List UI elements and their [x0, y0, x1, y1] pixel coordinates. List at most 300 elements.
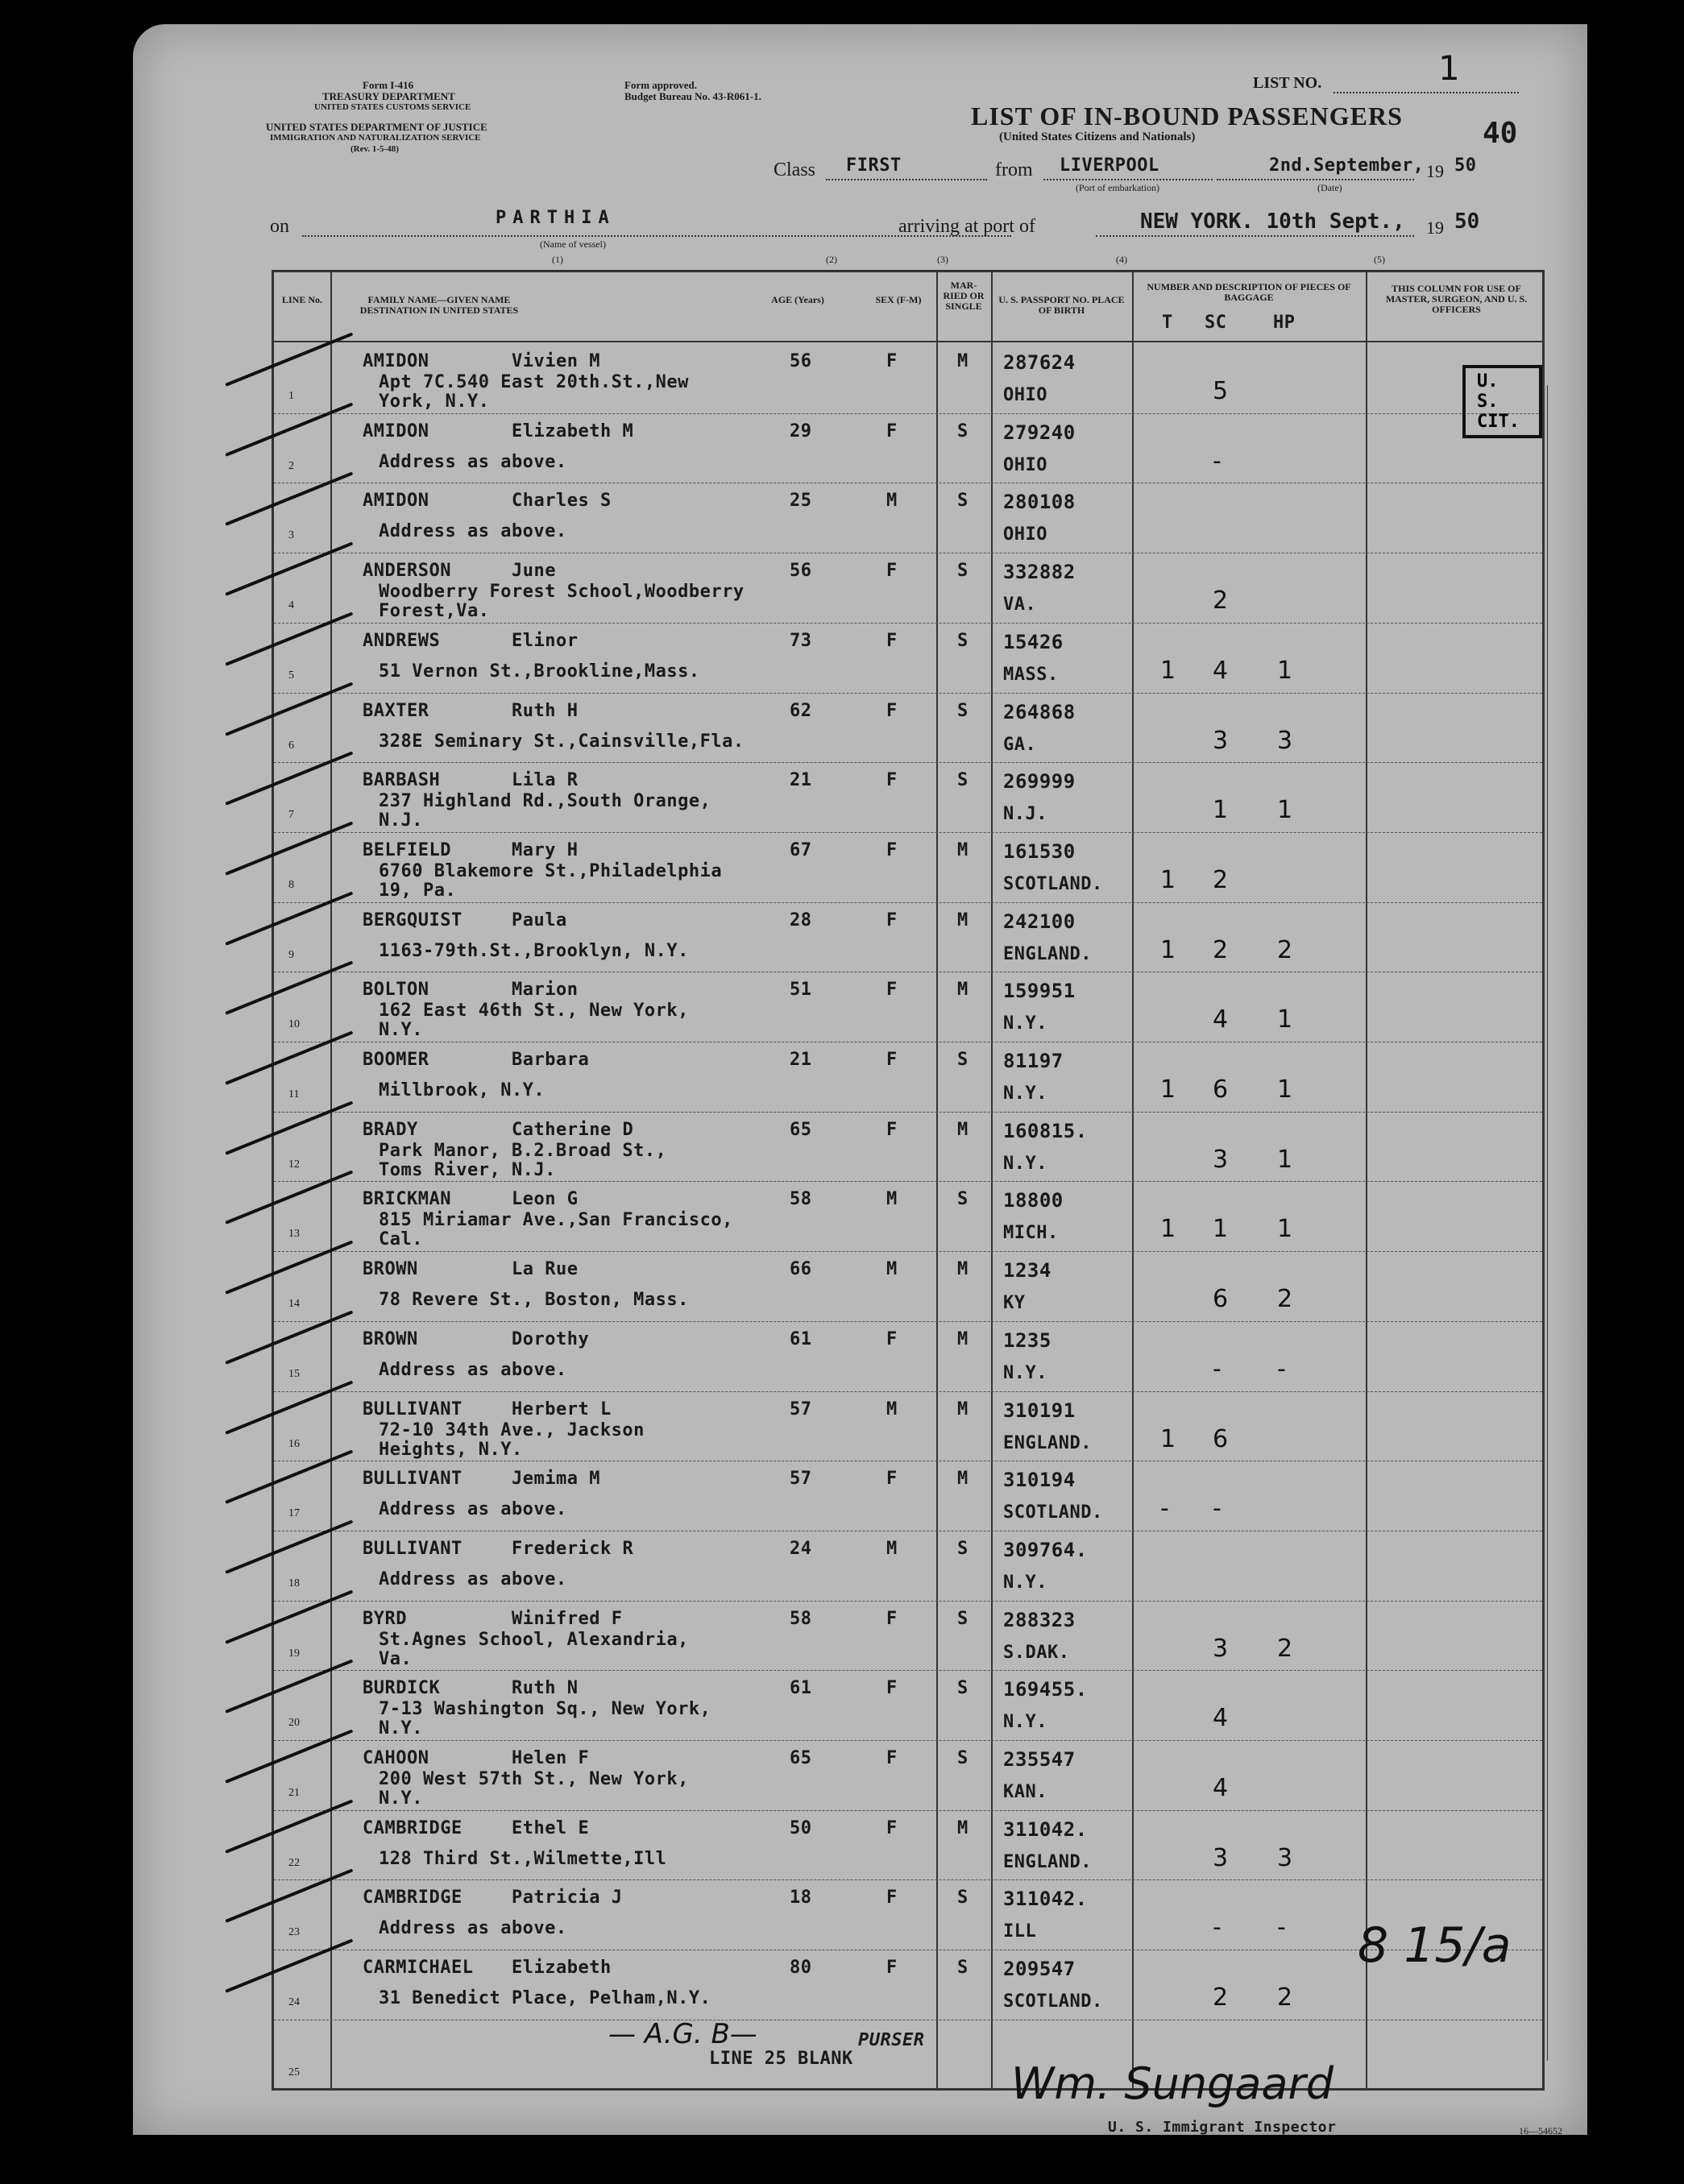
- baggage-suitcases: 1: [1213, 1215, 1229, 1244]
- inspector-label: U. S. Immigrant Inspector: [1108, 2119, 1337, 2136]
- given-name: Leon G: [512, 1189, 579, 1210]
- line-number: 23: [288, 1926, 300, 1939]
- passenger-rows: [274, 343, 1542, 2090]
- sex: F: [886, 1817, 898, 1838]
- baggage-handpieces: -: [1277, 1354, 1286, 1383]
- address-cont: York, N.Y.: [379, 392, 490, 412]
- family-name: BYRD: [363, 1608, 407, 1629]
- given-name: Lila R: [512, 770, 579, 791]
- given-name: Elinor: [512, 630, 579, 651]
- family-name: BRICKMAN: [363, 1189, 451, 1210]
- family-name: AMIDON: [363, 351, 429, 371]
- line-number: 11: [288, 1088, 300, 1100]
- line-number: 19: [288, 1647, 300, 1660]
- marital-status: S: [957, 421, 969, 441]
- address: Address as above.: [379, 451, 567, 472]
- age: 65: [790, 1748, 812, 1768]
- address: 328E Seminary St.,Cainsville,Fla.: [379, 731, 745, 752]
- given-name: Paula: [512, 910, 567, 930]
- sex: F: [886, 1328, 898, 1349]
- purser-label: PURSER: [858, 2030, 925, 2050]
- marital-status: M: [957, 1399, 969, 1419]
- date-note: (Date): [1317, 182, 1342, 193]
- col-num-3: (3): [937, 254, 948, 265]
- baggage-suitcases: 4: [1213, 1704, 1229, 1733]
- row-divider: [274, 1112, 1542, 1113]
- family-name: BELFIELD: [363, 839, 451, 860]
- given-name: Ruth H: [512, 700, 579, 721]
- baggage-trunks: 1: [1160, 865, 1176, 894]
- place-of-birth: SCOTLAND.: [1003, 873, 1103, 894]
- marital-status: M: [957, 980, 969, 1001]
- age: 50: [790, 1817, 812, 1838]
- marital-status: S: [957, 770, 969, 791]
- marital-status: M: [957, 1119, 969, 1140]
- place-of-birth: MASS.: [1003, 664, 1059, 685]
- budget-bureau: Budget Bureau No. 43-R061-1.: [624, 90, 761, 102]
- sex: F: [886, 561, 898, 582]
- col-passport: U. S. PASSPORT NO. PLACE OF BIRTH: [998, 294, 1125, 316]
- given-name: Ethel E: [512, 1817, 590, 1838]
- line-number: 6: [288, 739, 294, 752]
- table-row: [274, 1879, 1542, 1950]
- age: 25: [790, 491, 812, 512]
- marital-status: M: [957, 1259, 969, 1280]
- place-of-birth: ENGLAND.: [1003, 1432, 1092, 1453]
- on-label: on: [270, 216, 289, 237]
- purser-signature: — A.G. B—: [608, 2018, 757, 2050]
- col-num-4: (4): [1116, 254, 1127, 265]
- baggage-trunks: -: [1160, 1494, 1169, 1523]
- age: 21: [790, 1050, 812, 1070]
- col-officers: THIS COLUMN FOR USE OF MASTER, SURGEON, AND U. S. OFFICERS: [1385, 283, 1528, 315]
- given-name: Ruth N: [512, 1678, 579, 1699]
- address: 200 West 57th St., New York,: [379, 1769, 689, 1789]
- address: Address as above.: [379, 1499, 567, 1520]
- sex: F: [886, 700, 898, 721]
- vessel-note: (Name of vessel): [540, 238, 606, 250]
- age: 66: [790, 1259, 812, 1280]
- given-name: June: [512, 561, 556, 582]
- line-number: 9: [288, 948, 294, 961]
- table-row: [274, 1740, 1542, 1810]
- baggage-handpieces: 1: [1277, 1075, 1293, 1104]
- age: 51: [790, 980, 812, 1001]
- sex: F: [886, 1469, 898, 1490]
- line-number: 8: [288, 878, 294, 891]
- marital-status: S: [957, 630, 969, 651]
- officer-column-line: [1547, 385, 1548, 2061]
- table-row: [274, 1531, 1542, 1601]
- place-of-birth: KAN.: [1003, 1782, 1047, 1802]
- table-row: [274, 343, 1542, 413]
- given-name: Jemima M: [512, 1469, 600, 1490]
- passport-no: 310194: [1003, 1469, 1076, 1492]
- from-label: from: [995, 160, 1033, 180]
- marital-status: S: [957, 1050, 969, 1070]
- given-name: Winifred F: [512, 1608, 623, 1629]
- row-divider: [274, 762, 1542, 763]
- arrival-value: NEW YORK. 10th Sept.,: [1140, 209, 1405, 234]
- form-code: 16—54652: [1519, 2125, 1562, 2136]
- marital-status: M: [957, 1328, 969, 1349]
- age: 67: [790, 839, 812, 860]
- line-number: 12: [288, 1158, 300, 1171]
- family-name: ANDREWS: [363, 630, 441, 651]
- address: 72-10 34th Ave., Jackson: [379, 1419, 645, 1440]
- age: 65: [790, 1119, 812, 1140]
- line-number: 7: [288, 809, 294, 822]
- passport-no: 1235: [1003, 1328, 1051, 1352]
- line-number: 24: [288, 1996, 300, 2009]
- line-number: 16: [288, 1437, 300, 1450]
- baggage-handpieces: 1: [1277, 796, 1293, 825]
- family-name: BARBASH: [363, 770, 441, 791]
- passport-no: 159951: [1003, 980, 1076, 1003]
- family-name: BURDICK: [363, 1678, 441, 1699]
- baggage-hp: HP: [1273, 313, 1296, 333]
- col-age: AGE (Years): [771, 294, 824, 305]
- table-row: [274, 1042, 1542, 1112]
- table-row: [274, 1391, 1542, 1461]
- row-divider: [274, 1391, 1542, 1392]
- place-of-birth: OHIO: [1003, 524, 1047, 545]
- us-citizen-stamp: U. S. CIT.: [1462, 365, 1542, 438]
- line-number: 25: [288, 2066, 300, 2078]
- place-of-birth: ILL: [1003, 1921, 1037, 1942]
- baggage-suitcases: 2: [1213, 865, 1229, 894]
- sex: F: [886, 1678, 898, 1699]
- marital-status: S: [957, 1538, 969, 1559]
- sex: F: [886, 351, 898, 371]
- age: 58: [790, 1189, 812, 1210]
- address-cont: Toms River, N.J.: [379, 1159, 556, 1180]
- sex: F: [886, 1888, 898, 1908]
- line-number: 21: [288, 1787, 300, 1799]
- passport-no: 161530: [1003, 839, 1076, 863]
- baggage-suitcases: 4: [1213, 1005, 1229, 1034]
- address: 237 Highland Rd.,South Orange,: [379, 791, 711, 812]
- address-cont: N.Y.: [379, 1788, 423, 1809]
- address-cont: Va.: [379, 1648, 413, 1669]
- baggage-trunks: 1: [1160, 1215, 1176, 1244]
- sex: F: [886, 1608, 898, 1629]
- row-divider: [274, 1601, 1542, 1602]
- place-of-birth: N.Y.: [1003, 1153, 1047, 1174]
- baggage-trunks: 1: [1160, 935, 1176, 964]
- place-of-birth: N.Y.: [1003, 1084, 1047, 1104]
- address: Park Manor, B.2.Broad St.,: [379, 1140, 667, 1161]
- family-name: BRADY: [363, 1119, 418, 1140]
- address-cont: 19, Pa.: [379, 880, 457, 901]
- address: 1163-79th.St.,Brooklyn, N.Y.: [379, 940, 689, 961]
- passport-no: 269999: [1003, 770, 1076, 794]
- marital-status: S: [957, 1748, 969, 1768]
- age: 57: [790, 1469, 812, 1490]
- passport-no: 242100: [1003, 910, 1076, 933]
- place-of-birth: GA.: [1003, 734, 1037, 755]
- marital-status: S: [957, 700, 969, 721]
- baggage-handpieces: 2: [1277, 935, 1293, 964]
- given-name: Catherine D: [512, 1119, 634, 1140]
- table-row: [274, 553, 1542, 623]
- table-row: [274, 832, 1542, 902]
- age: 29: [790, 421, 812, 441]
- address: 6760 Blakemore St.,Philadelphia: [379, 860, 723, 881]
- row-divider: [274, 1321, 1542, 1322]
- marital-status: M: [957, 1817, 969, 1838]
- baggage-suitcases: -: [1213, 1354, 1222, 1383]
- passport-no: 311042.: [1003, 1817, 1088, 1841]
- given-name: Dorothy: [512, 1328, 590, 1349]
- list-no-value: 1: [1438, 48, 1460, 88]
- baggage-suitcases: 6: [1213, 1424, 1229, 1453]
- place-of-birth: ENGLAND.: [1003, 1851, 1092, 1872]
- baggage-suitcases: 3: [1213, 1634, 1229, 1663]
- address: Address as above.: [379, 1569, 567, 1589]
- passport-no: 310191: [1003, 1399, 1076, 1422]
- marital-status: S: [957, 561, 969, 582]
- sex: F: [886, 1958, 898, 1979]
- line-number: 20: [288, 1717, 300, 1730]
- age: 62: [790, 700, 812, 721]
- address-cont: Heights, N.Y.: [379, 1439, 523, 1460]
- date-line: [1217, 179, 1414, 180]
- sex: F: [886, 910, 898, 930]
- row-divider: [274, 1670, 1542, 1671]
- family-name: BULLIVANT: [363, 1469, 462, 1490]
- given-name: Helen F: [512, 1748, 590, 1768]
- marital-status: M: [957, 1469, 969, 1490]
- table-row: [274, 693, 1542, 763]
- table-row: [274, 902, 1542, 972]
- given-name: Barbara: [512, 1050, 590, 1070]
- baggage-trunks: 1: [1160, 1424, 1176, 1453]
- passport-no: 15426: [1003, 630, 1064, 653]
- table-row: [274, 1321, 1542, 1391]
- place-of-birth: ENGLAND.: [1003, 943, 1092, 964]
- age: 18: [790, 1888, 812, 1908]
- passport-no: 279240: [1003, 421, 1076, 444]
- baggage-suitcases: 2: [1213, 1983, 1229, 2012]
- family-name: BOOMER: [363, 1050, 429, 1070]
- marital-status: M: [957, 910, 969, 930]
- age: 80: [790, 1958, 812, 1979]
- age: 61: [790, 1328, 812, 1349]
- margin-note: 8 15/a: [1358, 1917, 1512, 1974]
- family-name: BERGQUIST: [363, 910, 462, 930]
- baggage-trunks: 1: [1160, 1075, 1176, 1104]
- dept-customs: UNITED STATES CUSTOMS SERVICE: [314, 102, 471, 112]
- manifest-page: [133, 24, 1587, 2135]
- line-number: 4: [288, 599, 294, 612]
- place-of-birth: KY: [1003, 1293, 1026, 1314]
- age: 56: [790, 351, 812, 371]
- row-divider: [274, 1181, 1542, 1182]
- col-married: MAR-RIED OR SINGLE: [943, 280, 985, 312]
- page-number: 40: [1483, 117, 1518, 150]
- given-name: Mary H: [512, 839, 579, 860]
- col-line-no: LINE No.: [281, 294, 322, 305]
- port-embark-note: (Port of embarkation): [1076, 182, 1159, 193]
- address-cont: Cal.: [379, 1229, 423, 1250]
- address: 78 Revere St., Boston, Mass.: [379, 1290, 689, 1311]
- sex: M: [886, 1538, 898, 1559]
- passport-no: 288323: [1003, 1608, 1076, 1631]
- family-name: BAXTER: [363, 700, 429, 721]
- baggage-suitcases: 2: [1213, 935, 1229, 964]
- sex: F: [886, 421, 898, 441]
- baggage-handpieces: -: [1277, 1913, 1286, 1942]
- baggage-handpieces: 1: [1277, 1215, 1293, 1244]
- baggage-suitcases: 6: [1213, 1075, 1229, 1104]
- row-divider: [274, 1251, 1542, 1252]
- address: St.Agnes School, Alexandria,: [379, 1629, 689, 1650]
- passport-no: 209547: [1003, 1958, 1076, 1981]
- baggage-suitcases: 3: [1213, 1843, 1229, 1872]
- address: Woodberry Forest School,Woodberry: [379, 582, 745, 603]
- baggage-suitcases: 4: [1213, 1774, 1229, 1802]
- family-name: AMIDON: [363, 491, 429, 512]
- address: Address as above.: [379, 521, 567, 542]
- list-subtitle: (United States Citizens and Nationals): [999, 131, 1196, 143]
- baggage-suitcases: 3: [1213, 726, 1229, 755]
- age: 28: [790, 910, 812, 930]
- place-of-birth: SCOTLAND.: [1003, 1991, 1103, 2012]
- address: Address as above.: [379, 1359, 567, 1380]
- passport-no: 18800: [1003, 1189, 1064, 1212]
- table-row: [274, 483, 1542, 553]
- baggage-handpieces: 1: [1277, 1005, 1293, 1034]
- age: 58: [790, 1608, 812, 1629]
- line-number: 22: [288, 1856, 300, 1869]
- arrival-year-suffix: 50: [1454, 209, 1480, 234]
- table-row: [274, 1251, 1542, 1321]
- given-name: Marion: [512, 980, 579, 1001]
- table-row: [274, 1670, 1542, 1740]
- marital-status: S: [957, 1608, 969, 1629]
- family-name: BULLIVANT: [363, 1399, 462, 1419]
- place-of-birth: N.Y.: [1003, 1362, 1047, 1383]
- age: 24: [790, 1538, 812, 1559]
- marital-status: M: [957, 351, 969, 371]
- class-line: [826, 179, 987, 180]
- sex: M: [886, 1189, 898, 1210]
- sex: F: [886, 630, 898, 651]
- family-name: CAHOON: [363, 1748, 429, 1768]
- col-baggage: NUMBER AND DESCRIPTION OF PIECES OF BAGGAGE: [1147, 281, 1351, 303]
- line-number: 13: [288, 1228, 300, 1241]
- form-approved: Form approved.: [624, 79, 698, 91]
- marital-status: S: [957, 1958, 969, 1979]
- passport-no: 311042.: [1003, 1888, 1088, 1911]
- line-number: 3: [288, 529, 294, 542]
- passport-no: 309764.: [1003, 1538, 1088, 1561]
- given-name: Elizabeth: [512, 1958, 612, 1979]
- baggage-suitcases: 5: [1213, 377, 1229, 405]
- list-no-label: LIST NO.: [1253, 74, 1322, 92]
- marital-status: S: [957, 1678, 969, 1699]
- table-row: [274, 1461, 1542, 1531]
- baggage-sc: SC: [1205, 313, 1227, 333]
- baggage-trunks: 1: [1160, 656, 1176, 685]
- baggage-suitcases: 4: [1213, 656, 1229, 685]
- table-row: [274, 413, 1542, 483]
- age: 57: [790, 1399, 812, 1419]
- sex: M: [886, 1259, 898, 1280]
- row-divider: [274, 1879, 1542, 1880]
- address: 31 Benedict Place, Pelham,N.Y.: [379, 1988, 711, 2009]
- marital-status: M: [957, 839, 969, 860]
- dept-ins: IMMIGRATION AND NATURALIZATION SERVICE: [270, 133, 481, 143]
- baggage-handpieces: 1: [1277, 656, 1293, 685]
- row-divider: [274, 1740, 1542, 1741]
- marital-status: S: [957, 1189, 969, 1210]
- family-name: BROWN: [363, 1328, 418, 1349]
- baggage-suitcases: 3: [1213, 1145, 1229, 1174]
- place-of-birth: S.DAK.: [1003, 1642, 1070, 1663]
- address-cont: Forest,Va.: [379, 601, 490, 622]
- address: 7-13 Washington Sq., New York,: [379, 1699, 711, 1720]
- table-row: [274, 1601, 1542, 1671]
- row-divider: [274, 1810, 1542, 1811]
- given-name: La Rue: [512, 1259, 579, 1280]
- address: 162 East 46th St., New York,: [379, 1001, 689, 1022]
- address-cont: N.Y.: [379, 1718, 423, 1739]
- passport-no: 1234: [1003, 1259, 1051, 1283]
- family-name: BROWN: [363, 1259, 418, 1280]
- class-value: FIRST: [846, 155, 902, 176]
- line-number: 2: [288, 459, 294, 472]
- age: 73: [790, 630, 812, 651]
- given-name: Frederick R: [512, 1538, 634, 1559]
- baggage-suitcases: -: [1213, 1913, 1222, 1942]
- list-no-line: [1334, 92, 1519, 93]
- family-name: CARMICHAEL: [363, 1958, 474, 1979]
- vessel-value: PARTHIA: [496, 208, 616, 228]
- table-row: [274, 1112, 1542, 1182]
- given-name: Elizabeth M: [512, 421, 634, 441]
- line-number: 14: [288, 1298, 300, 1311]
- line-number: 5: [288, 669, 294, 682]
- row-divider: [274, 623, 1542, 624]
- passport-no: 287624: [1003, 351, 1076, 374]
- row-divider: [274, 832, 1542, 833]
- place-of-birth: MICH.: [1003, 1223, 1059, 1244]
- arrival-line: [1096, 235, 1414, 237]
- address: Apt 7C.540 East 20th.St.,New: [379, 372, 689, 392]
- given-name: Vivien M: [512, 351, 600, 371]
- given-name: Patricia J: [512, 1888, 623, 1908]
- passport-no: 235547: [1003, 1748, 1076, 1771]
- form-number: Form I-416: [363, 79, 414, 91]
- address-cont: N.Y.: [379, 1020, 423, 1041]
- baggage-suitcases: 1: [1213, 796, 1229, 825]
- col-num-5: (5): [1374, 254, 1385, 265]
- list-title: LIST OF IN-BOUND PASSENGERS: [971, 102, 1403, 131]
- date-year-prefix: 19: [1426, 161, 1444, 181]
- sex: F: [886, 1050, 898, 1070]
- from-value: LIVERPOOL: [1060, 155, 1159, 176]
- table-row: [274, 1181, 1542, 1251]
- age: 56: [790, 561, 812, 582]
- baggage-handpieces: 1: [1277, 1145, 1293, 1174]
- revision: (Rev. 1-5-48): [350, 144, 399, 154]
- dept-justice: UNITED STATES DEPARTMENT OF JUSTICE: [266, 121, 487, 133]
- address: 815 Miriamar Ave.,San Francisco,: [379, 1210, 733, 1231]
- line-number: 17: [288, 1507, 300, 1520]
- place-of-birth: N.Y.: [1003, 1013, 1047, 1034]
